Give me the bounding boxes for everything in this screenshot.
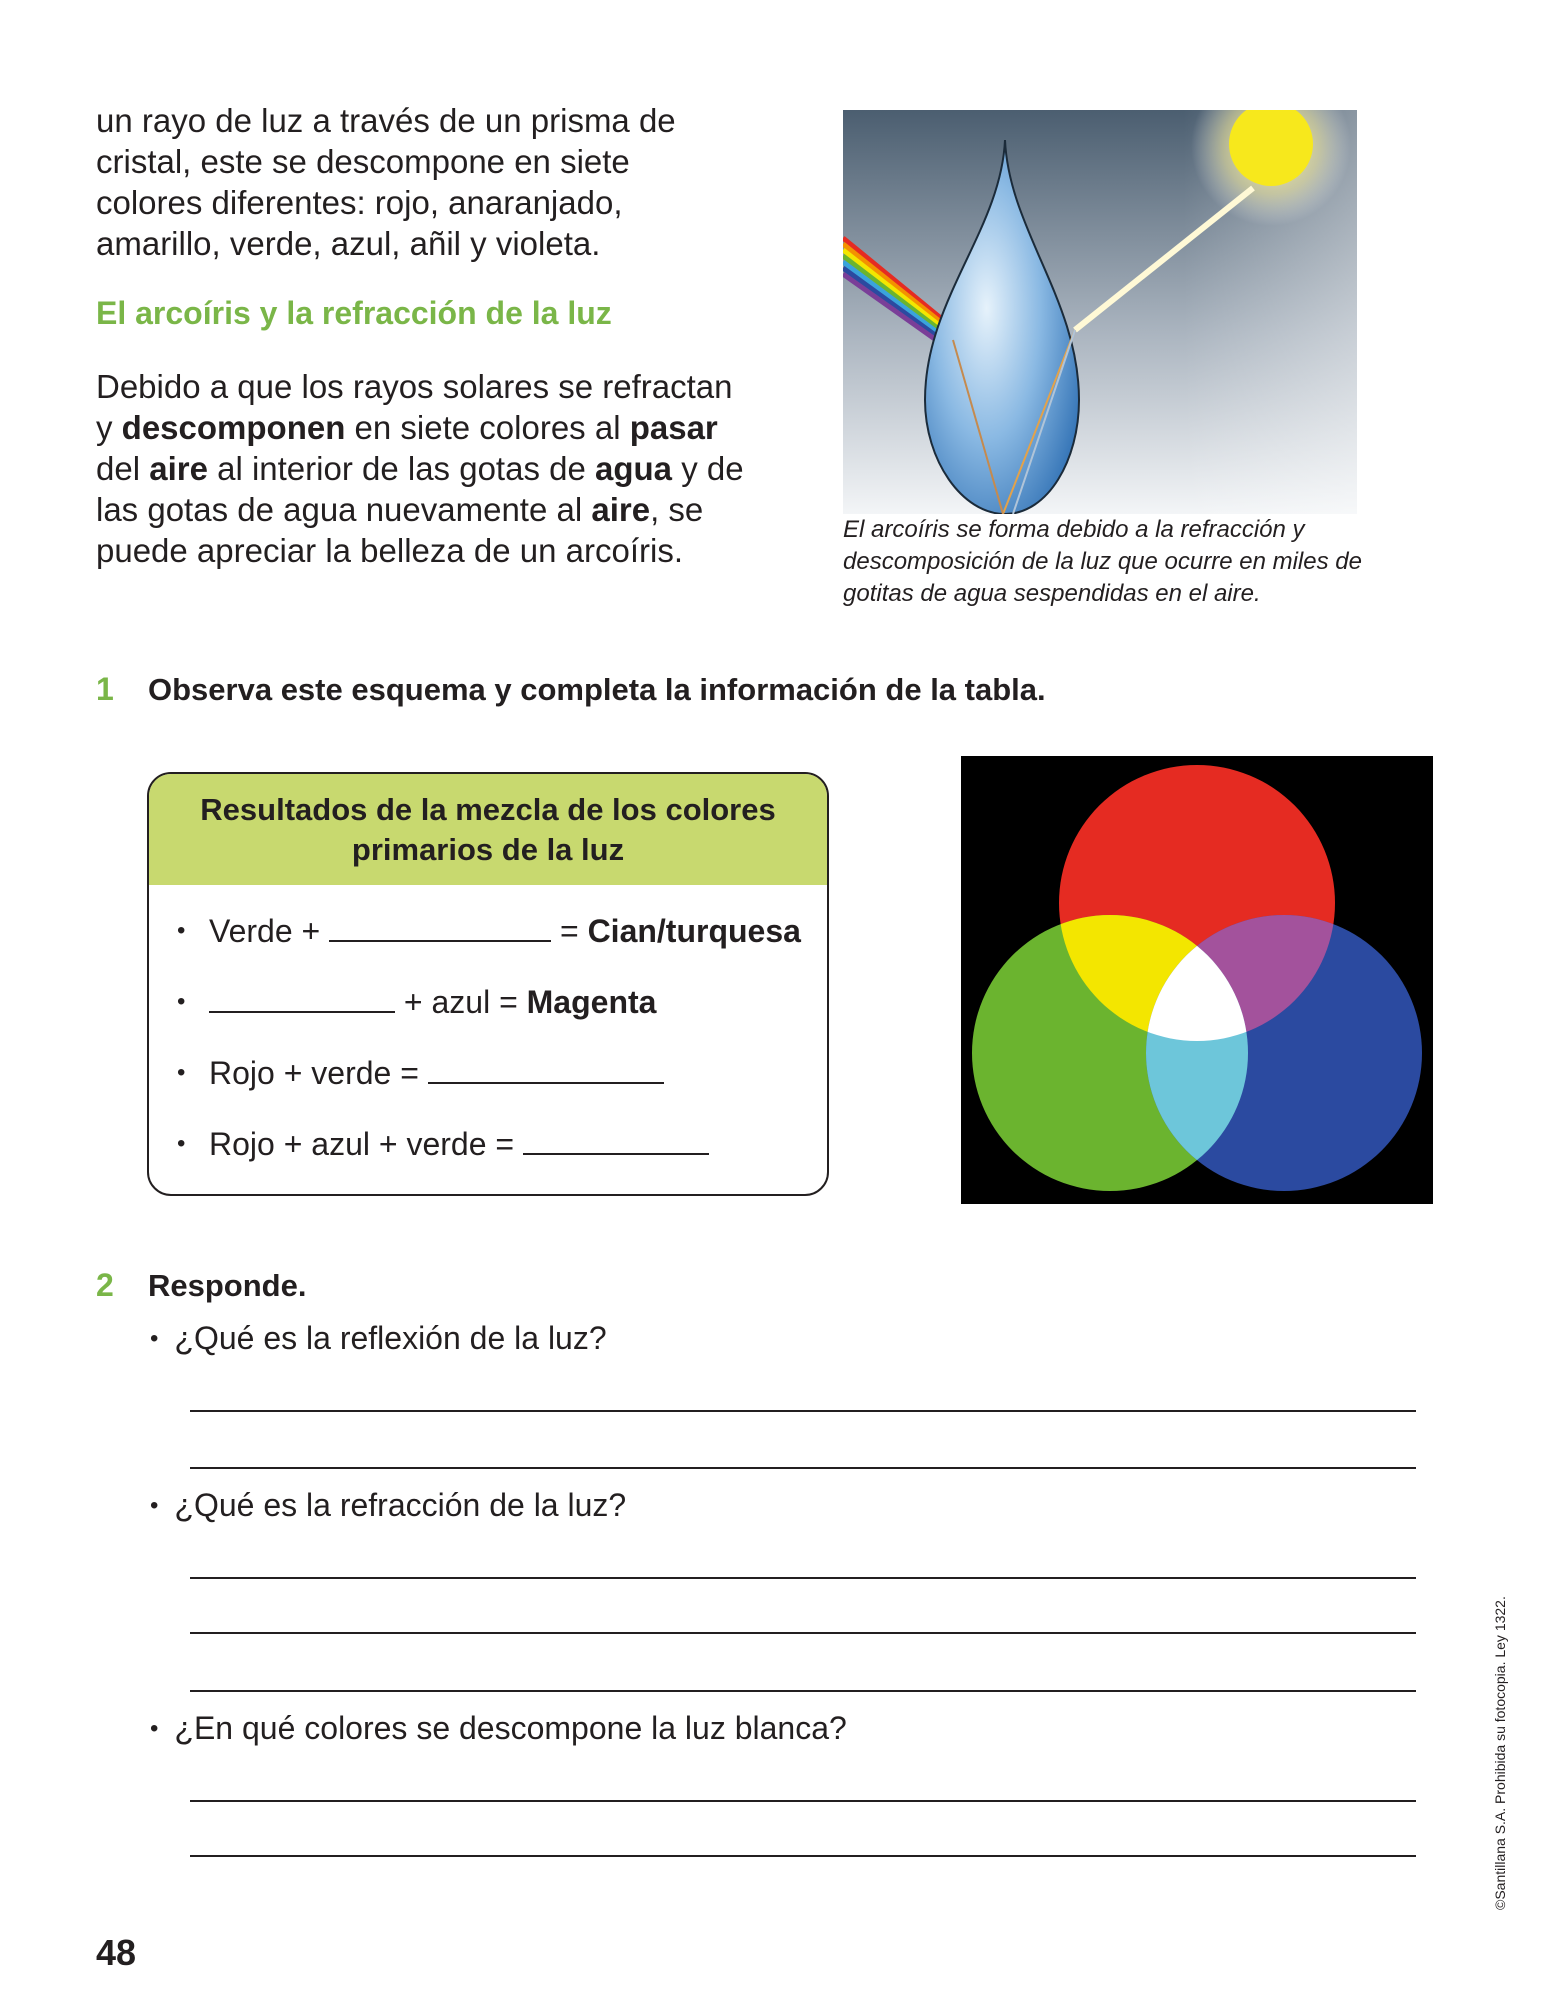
answer-line[interactable] xyxy=(190,1800,1416,1802)
sub-question-decomposition: • ¿En qué colores se descompone la luz blanca? xyxy=(150,1710,847,1746)
answer-blank[interactable] xyxy=(329,906,551,942)
color-mix-table xyxy=(147,772,829,1196)
sub-question-refraction: • ¿Qué es la refracción de la luz? xyxy=(150,1487,627,1523)
answer-blank[interactable] xyxy=(209,977,395,1013)
answer-line[interactable] xyxy=(190,1467,1416,1469)
answer-line[interactable] xyxy=(190,1410,1416,1412)
mix-row-all: • Rojo + azul + verde = xyxy=(149,1114,827,1185)
rgb-additive-diagram xyxy=(961,756,1433,1204)
color-mix-table-title: Resultados de la mezcla de los colores primarios de la luz xyxy=(149,774,827,885)
answer-line[interactable] xyxy=(190,1855,1416,1857)
page-number: 48 xyxy=(96,1932,137,1973)
answer-line[interactable] xyxy=(190,1577,1416,1579)
mix-row-green: • Verde + = Cian/turquesa xyxy=(149,901,827,972)
mix-row-red-green: • Rojo + verde = xyxy=(149,1043,827,1114)
copyright-notice: ©Santillana S.A. Prohibida su fotocopia. Ley 1322. xyxy=(1492,1596,1508,1910)
section-heading: El arcoíris y la refracción de la luz xyxy=(96,295,612,331)
color-mix-list xyxy=(149,885,827,1185)
mix-row-magenta: • + azul = Magenta xyxy=(149,972,827,1043)
question-2-number: 2 xyxy=(96,1267,114,1303)
question-1-number: 1 xyxy=(96,671,114,707)
answer-blank[interactable] xyxy=(523,1119,709,1155)
answer-blank[interactable] xyxy=(428,1048,664,1084)
rainbow-paragraph: Debido a que los rayos solares se refractan y descomponen en siete colores al pasar del aire al interior de las gotas de agua y de las gotas de agua nuevamente al aire, se puede apreciar la belleza de un arcoíris. xyxy=(96,368,744,569)
answer-line[interactable] xyxy=(190,1690,1416,1692)
question-1-text: Observa este esquema y completa la información de la tabla. xyxy=(148,672,1046,707)
water-drop-refraction-photo xyxy=(843,110,1357,514)
question-2-text: Responde. xyxy=(148,1268,307,1303)
intro-paragraph: un rayo de luz a través de un prisma de cristal, este se descompone en siete colores diferentes: rojo, anaranjado, amarillo, verde, azul, añil y violeta. xyxy=(96,102,676,262)
photo-caption: El arcoíris se forma debido a la refracción y descomposición de la luz que ocurre en miles de gotitas de agua sespendidas en el aire. xyxy=(843,516,1362,607)
answer-line[interactable] xyxy=(190,1632,1416,1634)
sub-question-reflection: • ¿Qué es la reflexión de la luz? xyxy=(150,1320,607,1356)
